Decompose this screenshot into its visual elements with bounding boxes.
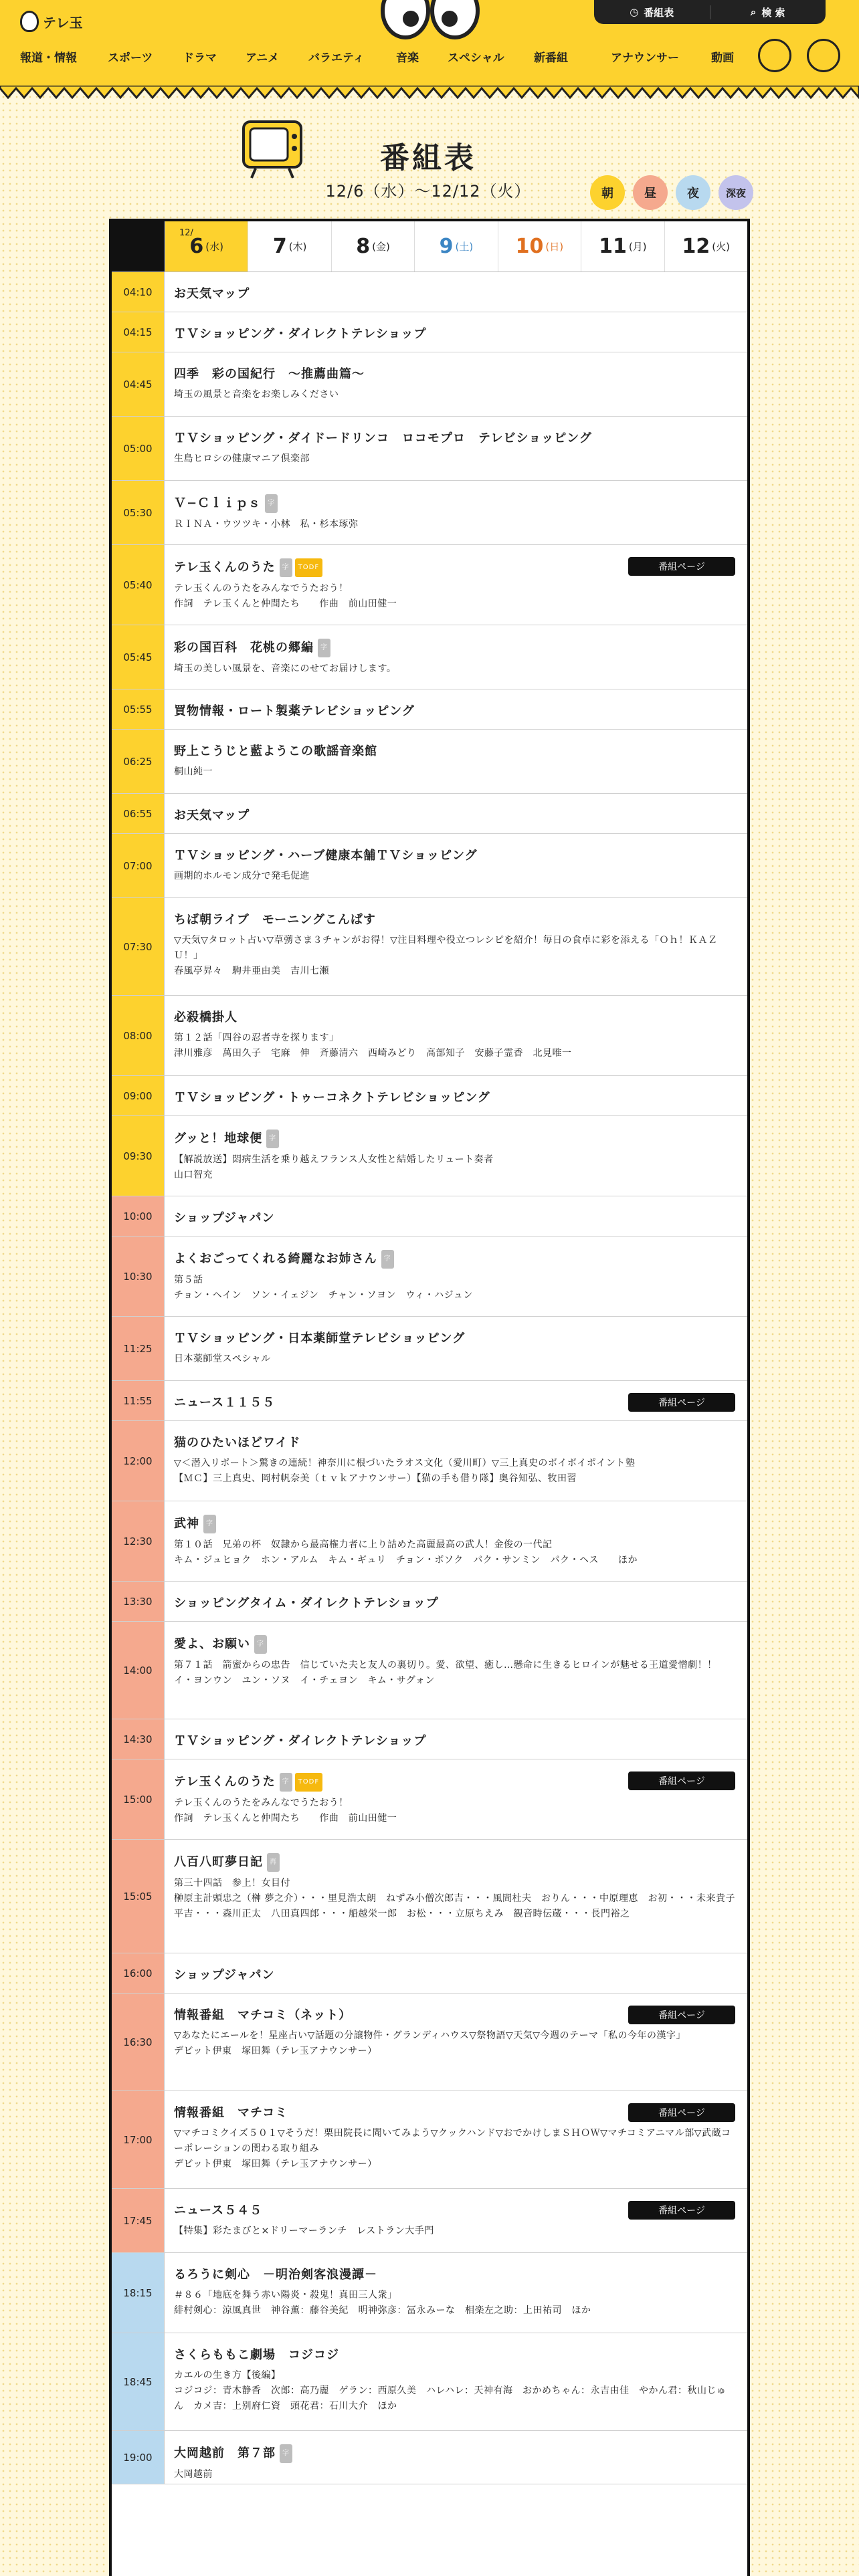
program-time: 12:30 bbox=[112, 1501, 165, 1581]
program-cell[interactable] bbox=[165, 1582, 747, 1621]
program-row bbox=[112, 312, 747, 352]
program-cell[interactable] bbox=[165, 996, 747, 1075]
caption-badge: 字 bbox=[266, 1130, 279, 1148]
program-description: 第１２話「四谷の忍者寺を探ります」 bbox=[174, 1033, 339, 1043]
program-row bbox=[112, 794, 747, 834]
program-name-text: ＴＶショッピング・ハーブ健康本舗ＴＶショッピング bbox=[174, 849, 478, 863]
program-name-text: ニュース１１５５ bbox=[174, 1396, 276, 1410]
program-name[interactable] bbox=[174, 1434, 735, 1452]
program-cell[interactable] bbox=[165, 2189, 747, 2252]
program-row bbox=[112, 1076, 747, 1116]
program-name[interactable] bbox=[174, 911, 735, 929]
program-row bbox=[112, 1719, 747, 1759]
program-name-text: ＴＶショッピング・ダイドードリンコ ロコモプロ テレビショッピング bbox=[174, 431, 592, 445]
program-row bbox=[112, 1759, 747, 1840]
program-cell[interactable] bbox=[165, 481, 747, 544]
program-cell[interactable] bbox=[165, 689, 747, 729]
program-time: 07:30 bbox=[112, 898, 165, 995]
program-description: 画期的ホルモン成分で発毛促進 bbox=[174, 871, 310, 881]
program-cell[interactable] bbox=[165, 2091, 747, 2188]
program-description: 第５話 bbox=[174, 1275, 203, 1285]
program-page-button[interactable]: 番組ページ bbox=[628, 2103, 735, 2122]
program-name-text: 八百八町夢日記 bbox=[174, 1855, 263, 1869]
program-cell[interactable] bbox=[165, 898, 747, 995]
program-cell[interactable] bbox=[165, 1501, 747, 1581]
program-description: 埼玉の美しい風景を、音楽にのせてお届けします。 bbox=[174, 663, 397, 674]
program-cell[interactable] bbox=[165, 417, 747, 480]
program-row bbox=[112, 1840, 747, 1953]
program-time: 08:00 bbox=[112, 996, 165, 1075]
tod-night-button[interactable]: 夜 bbox=[676, 175, 710, 210]
caption-badge: 字 bbox=[280, 558, 292, 577]
program-name[interactable] bbox=[174, 639, 735, 657]
program-name-text: ちば朝ライブ モーニングこんぱす bbox=[174, 913, 376, 927]
program-description: チョン・ヘイン ソン・イェジン チャン・ソヨン ウィ・ハジュン bbox=[174, 1290, 473, 1301]
caption-badge: 字 bbox=[203, 1515, 216, 1533]
day-tab-number: 9 bbox=[439, 235, 454, 258]
program-description: 大岡越前 bbox=[174, 2469, 213, 2480]
tver-badge: TODF bbox=[295, 558, 322, 577]
program-time: 09:00 bbox=[112, 1076, 165, 1115]
program-time: 06:25 bbox=[112, 730, 165, 793]
program-name-text: ニュース５４５ bbox=[174, 2204, 263, 2218]
day-tab-weekday: (月) bbox=[628, 241, 647, 253]
program-time: 13:30 bbox=[112, 1582, 165, 1621]
day-tab-6[interactable] bbox=[165, 221, 248, 272]
program-page-button[interactable]: 番組ページ bbox=[628, 557, 735, 576]
program-name-text: テレ玉くんのうた bbox=[174, 1775, 276, 1789]
program-name-text: ショップジャパン bbox=[174, 1211, 275, 1225]
program-name[interactable] bbox=[174, 743, 735, 760]
program-time: 04:45 bbox=[112, 352, 165, 416]
program-time: 11:25 bbox=[112, 1317, 165, 1380]
program-description: 第７１話 箭蜜からの忠告 信じていた夫と友人の裏切り。愛、欲望、癒し…懸命に生きるヒロインが魅せる王道愛憎劇！！ bbox=[174, 1660, 717, 1671]
program-time: 15:05 bbox=[112, 1840, 165, 1953]
program-name[interactable] bbox=[174, 430, 735, 447]
day-tabs bbox=[112, 221, 747, 272]
program-description: 第１０話 兄弟の杯 奴隷から最高権力者に上り詰めた高麗最高の武人！金俊の一代記 bbox=[174, 1539, 553, 1550]
program-time: 12:00 bbox=[112, 1421, 165, 1501]
day-tab-8[interactable] bbox=[331, 221, 414, 272]
program-row bbox=[112, 1994, 747, 2091]
nav-item-news[interactable]: 報道・情報 bbox=[20, 51, 77, 65]
program-name-text: ショップジャパン bbox=[174, 1968, 275, 1982]
tver-badge: TODF bbox=[295, 1773, 322, 1792]
program-time: 15:00 bbox=[112, 1759, 165, 1839]
program-row bbox=[112, 1421, 747, 1501]
program-description: 生島ヒロシの健康マニア倶楽部 bbox=[174, 453, 310, 464]
caption-badge: 字 bbox=[381, 1250, 394, 1269]
program-name-text: テレ玉くんのうた bbox=[174, 560, 276, 574]
clock-icon: ◷ bbox=[630, 6, 639, 18]
program-name-text: 愛よ、お願い bbox=[174, 1637, 250, 1651]
rerun-badge: 再 bbox=[267, 1853, 280, 1872]
program-description: 【解説放送】悶病生活を乗り越えフランス人女性と結婚したリュート奏者 bbox=[174, 1154, 494, 1165]
program-row bbox=[112, 1501, 747, 1582]
program-time: 16:00 bbox=[112, 1953, 165, 1993]
time-of-day-selector bbox=[590, 175, 753, 210]
program-time: 14:00 bbox=[112, 1622, 165, 1719]
nav-item-drama[interactable]: ドラマ bbox=[183, 51, 217, 65]
program-name[interactable] bbox=[174, 1250, 735, 1269]
day-tab-weekday: (水) bbox=[205, 241, 223, 253]
program-row bbox=[112, 834, 747, 898]
program-description: テレ玉くんのうたをみんなでうたおう！ bbox=[174, 1798, 349, 1808]
program-description: 津川雅彦 萬田久子 宅麻 伸 斉藤清六 西崎みどり 高部知子 安藤子霊香 北見唯一 bbox=[174, 1048, 572, 1059]
program-cell[interactable] bbox=[165, 1076, 747, 1115]
nav-item-music[interactable]: 音楽 bbox=[396, 51, 419, 65]
program-page-button[interactable]: 番組ページ bbox=[628, 2201, 735, 2220]
nav-item-variety[interactable]: バラエティ bbox=[308, 51, 365, 65]
program-description: キム・ジュヒョク ホン・アルム キム・ギュリ チョン・ボソク パク・サンミン パク・ヘス ほか bbox=[174, 1555, 638, 1566]
program-time: 05:30 bbox=[112, 481, 165, 544]
program-cell[interactable] bbox=[165, 1622, 747, 1719]
program-description: 桐山純一 bbox=[174, 766, 213, 777]
nav-item-anime[interactable]: アニメ bbox=[246, 51, 280, 65]
program-name[interactable] bbox=[174, 494, 735, 513]
program-description: ▽あなたにエールを！星座占い▽話題の分譲物件・グランディハウス▽祭物語▽天気▽今週のテーマ「私の今年の漢字」 bbox=[174, 2030, 686, 2041]
program-description: テレ玉くんのうたをみんなでうたおう！ bbox=[174, 583, 349, 594]
program-time: 04:15 bbox=[112, 312, 165, 352]
program-row bbox=[112, 1953, 747, 1994]
mascot-eyes-icon bbox=[380, 0, 480, 40]
program-cell[interactable] bbox=[165, 1317, 747, 1380]
program-name[interactable] bbox=[174, 1733, 735, 1750]
program-description: ▽＜潜入リポート＞驚きの連続！神奈川に根づいたラオス文化（愛川町）▽三上真史のボイボイポイント塾 bbox=[174, 1458, 636, 1469]
program-name-text: ＴＶショッピング・ダイレクトテレショップ bbox=[174, 1734, 427, 1748]
tod-morning-button[interactable]: 朝 bbox=[590, 175, 625, 210]
program-name-text: ＴＶショッピング・トゥーコネクトテレビショッピング bbox=[174, 1091, 490, 1105]
program-name-text: お天気マップ bbox=[174, 287, 250, 301]
program-name[interactable] bbox=[174, 286, 735, 303]
program-description: カエルの生き方【後編】 bbox=[174, 2370, 281, 2381]
program-description: ▽マチコミクイズ５０１▽そうだ！栗田院長に聞いてみよう▽クックハンド▽おでかけしまＳＨＯＷ▽マチコミアニマル部▽武蔵コーポレーションの関わる取り組み bbox=[174, 2128, 731, 2154]
program-cell[interactable] bbox=[165, 312, 747, 352]
program-row bbox=[112, 1622, 747, 1719]
program-cell[interactable] bbox=[165, 1116, 747, 1196]
program-name-text: 情報番組 マチコミ（ネット） bbox=[174, 2008, 352, 2022]
day-tab-12[interactable] bbox=[664, 221, 747, 272]
program-time: 05:00 bbox=[112, 417, 165, 480]
program-cell[interactable] bbox=[165, 545, 747, 625]
caption-badge: 字 bbox=[265, 494, 278, 513]
program-row bbox=[112, 1237, 747, 1317]
day-tab-number: 10 bbox=[515, 235, 544, 258]
site-logo[interactable] bbox=[20, 11, 83, 32]
tod-daytime-button[interactable]: 昼 bbox=[633, 175, 668, 210]
site-header bbox=[0, 0, 859, 87]
program-description: 【ＭＣ】三上真史、岡村帆奈美（ｔｖｋアナウンサー）【猫の手も借り隊】奥谷知弘、牧田習 bbox=[174, 1473, 577, 1484]
program-name[interactable] bbox=[174, 1009, 735, 1027]
program-row bbox=[112, 2189, 747, 2253]
program-name[interactable] bbox=[174, 1515, 735, 1533]
program-cell[interactable] bbox=[165, 352, 747, 416]
program-name[interactable] bbox=[174, 1130, 735, 1148]
day-tab-7[interactable] bbox=[248, 221, 330, 272]
program-row bbox=[112, 1381, 747, 1421]
program-description: ＲＩＮＡ・ウツツキ・小林 私・杉本琢弥 bbox=[174, 519, 359, 530]
program-description: 作詞 テレ玉くんと仲間たち 作曲 前山田健一 bbox=[174, 599, 397, 609]
program-name-text: よくおごってくれる綺麗なお姉さん bbox=[174, 1252, 377, 1266]
nav-item-sports[interactable]: スポーツ bbox=[108, 51, 153, 65]
search-button[interactable] bbox=[710, 5, 826, 19]
nav-item-announcer[interactable]: アナウンサー bbox=[611, 51, 679, 65]
program-list bbox=[112, 272, 747, 2484]
program-name-text: Ｖ−Ｃｌｉｐｓ bbox=[174, 496, 262, 510]
caption-badge: 字 bbox=[280, 1773, 292, 1792]
program-name-text: 猫のひたいほどワイド bbox=[174, 1436, 301, 1450]
program-guide-button[interactable] bbox=[594, 5, 710, 19]
nav-item-new-programs[interactable]: 新番組 bbox=[534, 51, 568, 65]
program-description: ▽天気▽タロット占い▽草彅さま３チャンがお得！▽注目料理や役立つレシピを紹介！毎日の食卓に彩を添える「Ｏｈ！ＫＡＺＵ！」 bbox=[174, 935, 718, 961]
global-nav bbox=[20, 48, 751, 65]
day-tab-weekday: (木) bbox=[288, 241, 307, 253]
program-name[interactable] bbox=[174, 1635, 735, 1654]
program-row bbox=[112, 689, 747, 730]
program-description: 第三十四話 参上！女目付 bbox=[174, 1878, 290, 1889]
tv-mascot-icon bbox=[240, 115, 305, 181]
program-description: デビット伊東 塚田舞（テレ玉アナウンサー） bbox=[174, 2046, 377, 2056]
tod-latenight-button[interactable]: 深夜 bbox=[719, 175, 753, 210]
program-cell[interactable] bbox=[165, 1421, 747, 1501]
program-time: 18:45 bbox=[112, 2333, 165, 2430]
program-row bbox=[112, 2253, 747, 2333]
mascot-logo-icon bbox=[20, 11, 39, 32]
day-tabs-corner bbox=[112, 221, 165, 272]
day-tab-weekday: (日) bbox=[545, 241, 564, 253]
program-page-button[interactable]: 番組ページ bbox=[628, 1772, 735, 1790]
program-time: 19:00 bbox=[112, 2431, 165, 2484]
program-time: 06:55 bbox=[112, 794, 165, 833]
program-row bbox=[112, 352, 747, 417]
day-tab-number: 6 bbox=[189, 235, 204, 258]
caption-badge: 字 bbox=[280, 2444, 292, 2463]
search-icon: ⌕ bbox=[750, 6, 757, 18]
day-tab-9[interactable] bbox=[414, 221, 497, 272]
program-time: 17:00 bbox=[112, 2091, 165, 2188]
nav-item-video[interactable]: 動画 bbox=[711, 51, 734, 65]
program-name[interactable] bbox=[174, 1330, 735, 1348]
nav-item-special[interactable]: スペシャル bbox=[448, 51, 504, 65]
program-row bbox=[112, 1196, 747, 1237]
program-name-text: 買物情報・ロート製薬テレビショッピング bbox=[174, 704, 415, 718]
program-cell[interactable] bbox=[165, 1719, 747, 1759]
program-time: 11:55 bbox=[112, 1381, 165, 1420]
program-cell[interactable] bbox=[165, 272, 747, 312]
day-tab-weekday: (土) bbox=[455, 241, 474, 253]
program-description: デビット伊東 塚田舞（テレ玉アナウンサー） bbox=[174, 2159, 377, 2169]
program-time: 05:40 bbox=[112, 545, 165, 625]
program-name-text: ＴＶショッピング・ダイレクトテレショップ bbox=[174, 327, 427, 341]
day-tab-number: 8 bbox=[356, 235, 371, 258]
program-description: 榊原主計頭忠之（榊 夢之介）・・・里見浩太朗 ねずみ小僧次郎吉・・・風間杜夫 おりん・・・中原理恵 お初・・・未来貴子 平吉・・・森川正太 八田真四郎・・・船越栄一郎 お松・・・立原ちえみ 観音時伝蔵・・・長門裕之 bbox=[174, 1893, 745, 1919]
program-name[interactable] bbox=[174, 1089, 735, 1107]
day-tab-number: 7 bbox=[272, 235, 287, 258]
program-description: ＃８６「地底を舞う赤い陽炎・殺鬼！真田三人衆」 bbox=[174, 2290, 397, 2300]
program-cell[interactable] bbox=[165, 2333, 747, 2430]
program-time: 18:15 bbox=[112, 2253, 165, 2333]
program-name-text: ＴＶショッピング・日本薬師堂テレビショッピング bbox=[174, 1331, 466, 1346]
program-row bbox=[112, 2431, 747, 2484]
mascot-badge-icon[interactable] bbox=[758, 39, 791, 72]
logo-text: テレ玉 bbox=[43, 14, 83, 31]
program-time: 05:55 bbox=[112, 689, 165, 729]
program-time: 16:30 bbox=[112, 1994, 165, 2090]
program-cell[interactable] bbox=[165, 834, 747, 897]
program-name-text: 武神 bbox=[174, 1517, 199, 1531]
title-area bbox=[0, 107, 859, 207]
program-cell[interactable] bbox=[165, 1840, 747, 1953]
program-row bbox=[112, 545, 747, 625]
caption-badge: 字 bbox=[254, 1635, 267, 1654]
program-row bbox=[112, 996, 747, 1076]
program-row bbox=[112, 1317, 747, 1381]
date-range: 12/6（水）〜12/12（火） bbox=[325, 182, 531, 201]
program-name[interactable] bbox=[174, 2266, 735, 2284]
day-tab-number: 12 bbox=[682, 235, 710, 258]
program-time: 17:45 bbox=[112, 2189, 165, 2252]
header-zigzag-border bbox=[0, 86, 859, 100]
program-cell[interactable] bbox=[165, 1953, 747, 1993]
program-name-text: 情報番組 マチコミ bbox=[174, 2106, 288, 2120]
program-cell[interactable] bbox=[165, 1994, 747, 2090]
program-description: イ・ヨンウン ユン・ソヌ イ・チェヨン キム・サグォン bbox=[174, 1675, 435, 1686]
day-tab-10[interactable] bbox=[498, 221, 581, 272]
program-time: 09:30 bbox=[112, 1116, 165, 1196]
program-name-text: 四季 彩の国紀行 〜推薦曲篇〜 bbox=[174, 367, 365, 381]
program-time: 07:00 bbox=[112, 834, 165, 897]
day-tab-number: 11 bbox=[599, 235, 627, 258]
program-cell[interactable] bbox=[165, 1196, 747, 1236]
day-tab-month: 12/ bbox=[179, 228, 193, 238]
program-cell[interactable] bbox=[165, 730, 747, 793]
program-name-text: 野上こうじと藍ようこの歌謡音楽館 bbox=[174, 744, 377, 758]
program-description: 山口智充 bbox=[174, 1170, 213, 1180]
day-tab-weekday: (金) bbox=[372, 241, 390, 253]
program-description: 埼玉の風景と音楽をお楽しみください bbox=[174, 389, 339, 400]
program-name[interactable] bbox=[174, 1595, 735, 1612]
caption-badge: 字 bbox=[318, 639, 330, 657]
program-cell[interactable] bbox=[165, 2253, 747, 2333]
program-time: 04:10 bbox=[112, 272, 165, 312]
program-name-text: お天気マップ bbox=[174, 809, 250, 823]
program-row bbox=[112, 2091, 747, 2189]
program-name-text: グッと！地球便 bbox=[174, 1132, 263, 1146]
program-name-text: さくらももこ劇場 コジコジ bbox=[174, 2348, 339, 2362]
program-page-button[interactable]: 番組ページ bbox=[628, 1393, 735, 1412]
program-description: 作詞 テレ玉くんと仲間たち 作曲 前山田健一 bbox=[174, 1813, 397, 1824]
program-name[interactable] bbox=[174, 1210, 735, 1227]
program-description: 春風亭昇々 駒井亜由美 吉川七瀬 bbox=[174, 966, 329, 976]
program-name-text: 彩の国百科 花桃の郷編 bbox=[174, 641, 314, 655]
program-row bbox=[112, 625, 747, 689]
program-name[interactable] bbox=[174, 703, 735, 720]
program-name[interactable] bbox=[174, 1967, 735, 1984]
program-row bbox=[112, 2333, 747, 2431]
schedule-table bbox=[109, 219, 750, 2576]
page-title: 番組表 bbox=[380, 141, 476, 175]
day-tab-weekday: (火) bbox=[712, 241, 730, 253]
program-cell[interactable] bbox=[165, 1759, 747, 1839]
program-row bbox=[112, 1116, 747, 1196]
program-time: 10:00 bbox=[112, 1196, 165, 1236]
program-name[interactable] bbox=[174, 807, 735, 825]
program-row bbox=[112, 417, 747, 481]
program-name-text: ショッピングタイム・ダイレクトテレショップ bbox=[174, 1596, 439, 1610]
program-time: 05:45 bbox=[112, 625, 165, 689]
program-description: 【特集】彩たまびと×ドリーマーランチ レストラン大手門 bbox=[174, 2226, 434, 2236]
anniversary-badge-icon[interactable] bbox=[807, 39, 840, 72]
program-page-button[interactable]: 番組ページ bbox=[628, 2006, 735, 2024]
program-description: 日本薬師堂スペシャル bbox=[174, 1354, 271, 1364]
program-cell[interactable] bbox=[165, 625, 747, 689]
program-row bbox=[112, 481, 747, 545]
program-name[interactable] bbox=[174, 326, 735, 343]
program-name-text: 必殺橋掛人 bbox=[174, 1010, 237, 1025]
program-name-text: 大岡越前 第７部 bbox=[174, 2446, 276, 2460]
program-cell[interactable] bbox=[165, 794, 747, 833]
search-label: 検 索 bbox=[761, 6, 785, 19]
program-row bbox=[112, 272, 747, 312]
program-description: 緋村剣心：涼風真世 神谷薫：藤谷美紀 明神弥彦：冨永みーな 相楽左之助：上田祐司 ほか bbox=[174, 2305, 591, 2316]
program-row bbox=[112, 898, 747, 996]
program-cell[interactable] bbox=[165, 1381, 747, 1420]
program-name[interactable] bbox=[174, 847, 735, 865]
program-cell[interactable] bbox=[165, 1237, 747, 1316]
program-name[interactable] bbox=[174, 2444, 735, 2463]
program-row bbox=[112, 730, 747, 794]
day-tab-11[interactable] bbox=[581, 221, 664, 272]
program-guide-label: 番組表 bbox=[644, 6, 674, 19]
top-utility-bar bbox=[594, 0, 826, 24]
program-name[interactable] bbox=[174, 366, 735, 383]
program-time: 14:30 bbox=[112, 1719, 165, 1759]
program-name-text: るろうに剣心 －明治剣客浪漫譚－ bbox=[174, 2268, 377, 2282]
program-time: 10:30 bbox=[112, 1237, 165, 1316]
program-cell[interactable] bbox=[165, 2431, 747, 2484]
program-name[interactable] bbox=[174, 2347, 735, 2364]
program-row bbox=[112, 1582, 747, 1622]
program-name[interactable] bbox=[174, 1853, 735, 1872]
program-description: コジコジ：青木静香 次郎：高乃麗 ゲラン：西原久美 ハレハレ：天神有海 おかめちゃん：永吉由佳 やかん君：秋山じゅん カメ吉：上别府仁資 頭花君：石川大介 ほか bbox=[174, 2385, 727, 2411]
